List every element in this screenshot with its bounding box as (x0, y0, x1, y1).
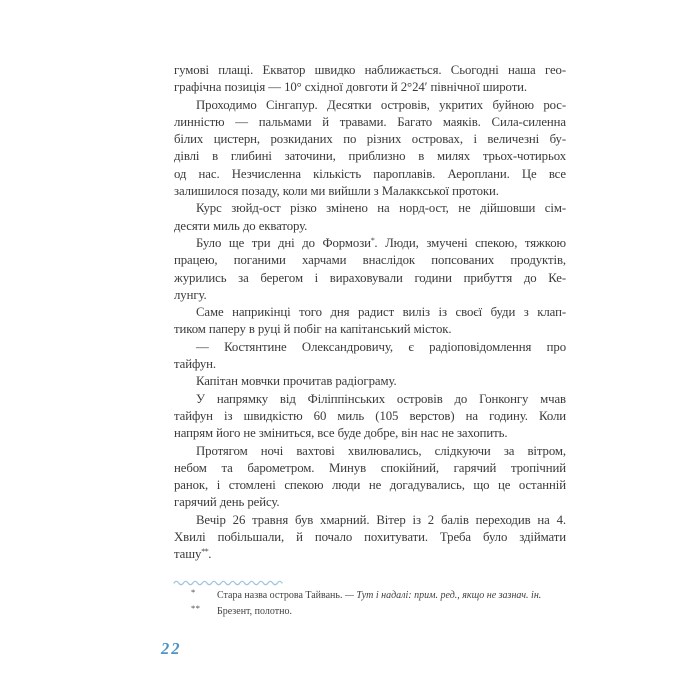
text-line: Вечір 26 травня був хмарний. Вітер із 2 балів переходив на 4. (196, 512, 566, 527)
footnote-marker: * (191, 587, 196, 597)
text-line: гумові плащі. Екватор швидко наближається. Сьогодні наша гео- (174, 63, 566, 77)
paragraph (174, 391, 566, 443)
text-line: линністю — пальмами й травами. Багато маяків. Сила-силенна (174, 114, 566, 129)
footnotes (174, 588, 594, 619)
footnote-marker: ** (191, 602, 201, 613)
paragraph (174, 443, 566, 512)
footnote-text: Брезент, полотно. (217, 605, 292, 617)
paragraph (174, 304, 566, 339)
body-text (174, 62, 566, 564)
text-line: гарячий день рейсу. (174, 495, 280, 510)
text-line: десяти миль до екватору. (174, 218, 308, 233)
text-line: Проходимо Сінгапур. Десятки островів, укритих буйною рос- (196, 97, 566, 112)
paragraph (174, 235, 566, 304)
footnote-text: Стара назва острова Тайвань. — Тут і надалі: прим. ред., якщо не зазнач. ін. (217, 590, 542, 601)
text-line: Курс зюйд-ост різко змінено на норд-ост, не дійшовши сім- (196, 201, 566, 216)
text-line: лунгу. (174, 287, 207, 302)
text-line: журились за берегом і вираховували години прибуття до Ке- (174, 270, 566, 285)
text-line: Було ще три дні до Формози*. Люди, змучені спекою, тяжкою (196, 235, 566, 250)
text-line: білих цистерн, розкиданих по різних островах, і величезні бу- (174, 132, 566, 147)
footnote-editor-note: — Тут і надалі: прим. ред., якщо не зазнач. ін. (344, 590, 542, 601)
text-line: тайфун із швидкістю 60 миль (105 верстов) на годину. Коли (174, 408, 566, 423)
paragraph (174, 200, 566, 235)
text-line: Протягом ночі вахтові хвилювались, слідкуючи за вітром, (196, 443, 566, 458)
paragraph (174, 512, 566, 564)
text-line: од нас. Незчисленна кількість пароплавів. Аероплани. Це все (174, 166, 566, 181)
text-line: ранок, і стомлені спекою люди не догадувались, що це останній (174, 478, 566, 493)
text-line: працею, поганими харчами внаслідок попсованих продуктів, (174, 253, 566, 268)
text-line: тиком паперу в руці й побіг на капітанський місток. (174, 322, 452, 337)
text-line: залишилося позаду, коли ми вийшли з Малаккської протоки. (174, 184, 499, 199)
footnote-divider (173, 575, 287, 585)
text-line: Капітан мовчки прочитав радіограму. (196, 374, 397, 389)
page-number: 22 (161, 639, 182, 658)
text-line: — Костянтине Олександровичу, є радіоповідомлення про (196, 339, 566, 354)
text-line: тайфун. (174, 357, 216, 372)
text-line: Хвилі побільшали, й почало похитувати. Треба було здіймати (174, 530, 566, 545)
paragraph (174, 97, 566, 201)
text-line: напрям його не зміниться, все буде добре, він нас не захопить. (174, 426, 508, 441)
text-line: У напрямку від Філіппінських островів до Гонконгу мчав (196, 391, 566, 406)
text-line: ташу**. (174, 547, 212, 562)
footnote (174, 588, 594, 604)
footnote (174, 604, 594, 620)
paragraph (174, 373, 566, 390)
text-line: небом та барометром. Минув спокійний, гарячий тропічний (174, 460, 566, 475)
paragraph (174, 339, 566, 374)
text-line: Саме наприкінці того дня радист виліз із своєї буди з клап- (196, 305, 566, 320)
text-line: графічна позиція — 10° східної довготи й 2°24′ північної широти. (174, 80, 528, 95)
paragraph (174, 62, 566, 97)
text-line: дівлі в глибині заточини, приблизно в милях трьох-чотирьох (174, 149, 566, 164)
